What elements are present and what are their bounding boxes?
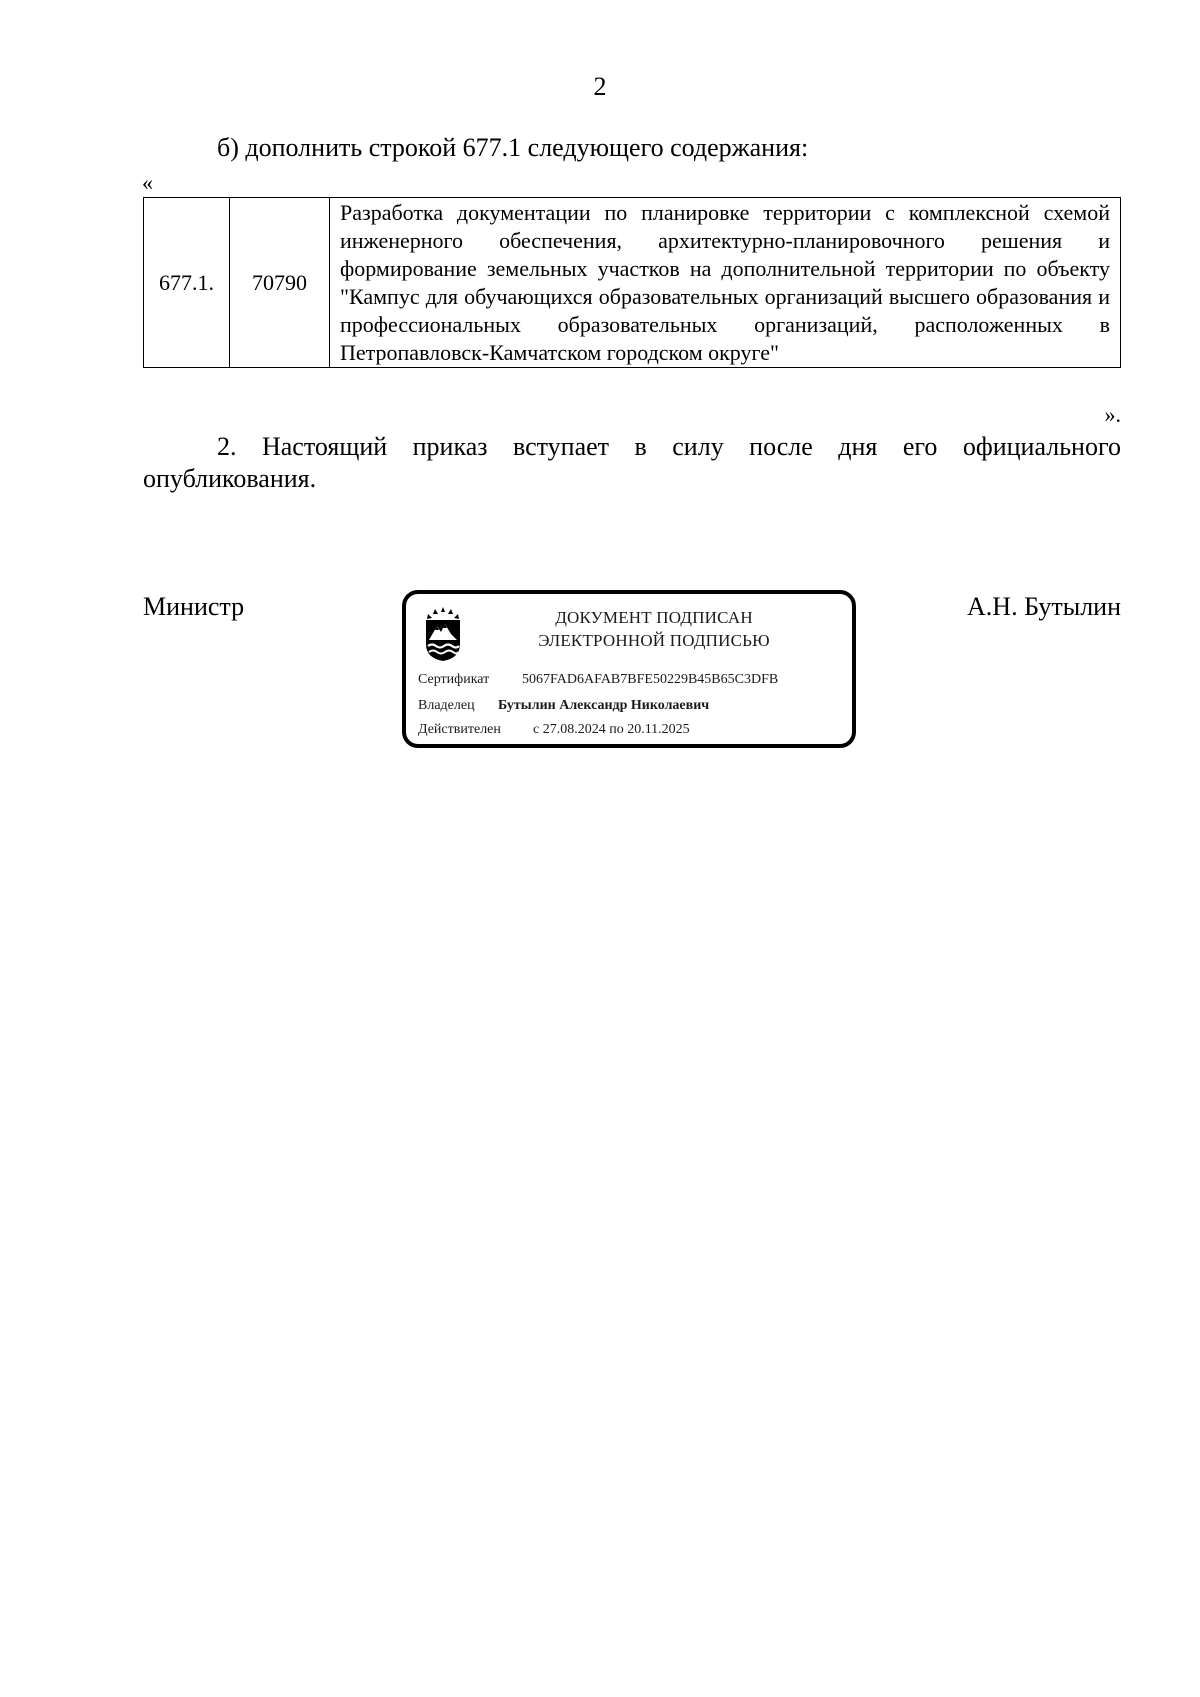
valid-value: с 27.08.2024 по 20.11.2025	[533, 722, 690, 737]
row-code-cell: 70790	[230, 198, 330, 368]
valid-label: Действителен	[418, 722, 501, 737]
stamp-certificate-row	[418, 672, 779, 688]
electronic-signature-stamp	[402, 590, 856, 748]
stamp-validity-row	[418, 722, 690, 738]
stamp-title-line2: ЭЛЕКТРОННОЙ ПОДПИСЬЮ	[538, 631, 770, 650]
stamp-owner-row	[418, 698, 710, 714]
owner-label: Владелец	[418, 698, 475, 713]
signer-position: Министр	[143, 592, 245, 621]
intro-line: б) дополнить строкой 677.1 следующего содержания:	[217, 133, 809, 162]
paragraph-2: 2. Настоящий приказ вступает в силу после дня его официального опубликования.	[143, 432, 1121, 493]
owner-value: Бутылин Александр Николаевич	[498, 698, 710, 713]
signer-name: А.Н. Бутылин	[967, 592, 1121, 621]
kamchatka-emblem-icon	[421, 606, 465, 662]
certificate-value: 5067FAD6AFAB7BFE50229B45B65C3DFB	[522, 672, 779, 687]
page-number: 2	[593, 72, 607, 101]
table-row	[144, 198, 1121, 368]
row-number-cell: 677.1.	[144, 198, 230, 368]
insertion-table	[143, 197, 1121, 368]
certificate-label: Сертификат	[418, 672, 490, 687]
stamp-title-line1: ДОКУМЕНТ ПОДПИСАН	[555, 608, 753, 627]
open-quote: «	[142, 170, 153, 195]
close-quote: ».	[1104, 402, 1121, 427]
row-description-cell: Разработка документации по планировке территории с комплексной схемой инженерного обеспечения, архитектурно-планировочного решения и формирование земельных участков на дополнительной территории по объекту "Кампус для обучающихся образовательных организаций высшего образования и профессиональных образовательных организаций, расположенных в Петропавловск-Камчатском городском округе"	[330, 198, 1121, 368]
